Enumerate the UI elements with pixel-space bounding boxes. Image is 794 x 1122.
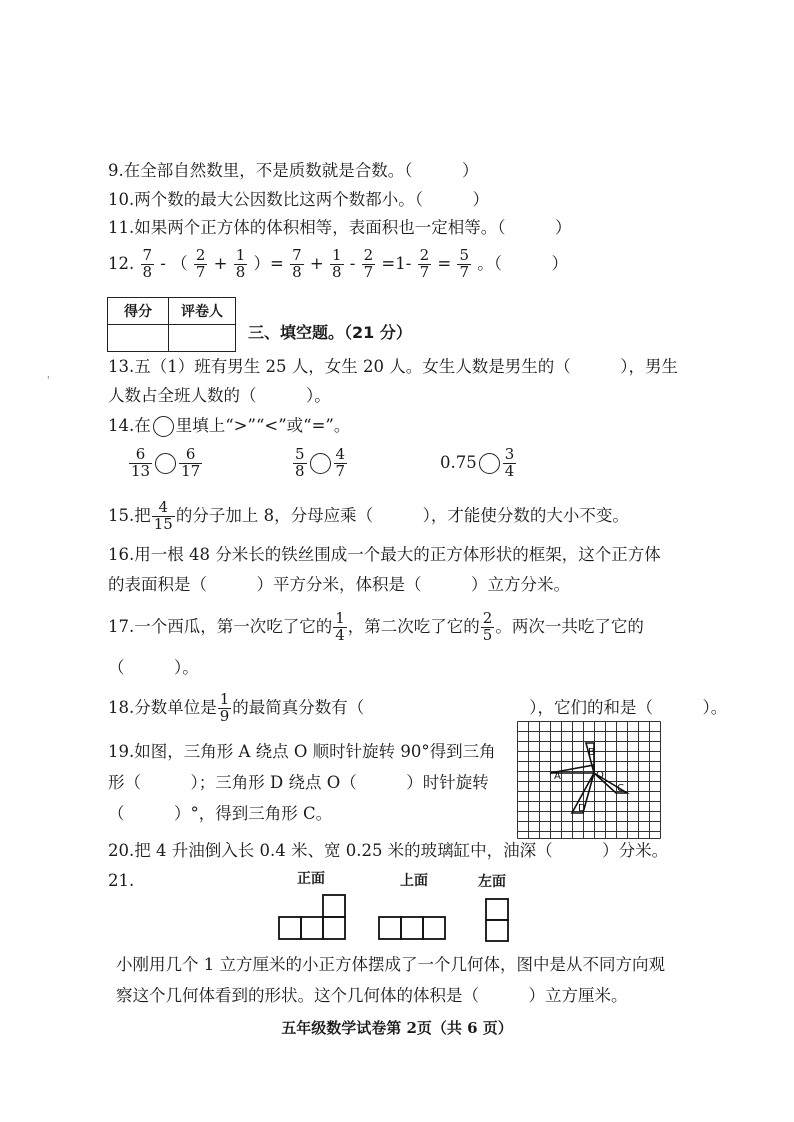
question-17: 17.一个西瓜，第一次吃了它的 $\frac{1}{4}$ ，第二次吃了它的 $\frac{2}{5}$ 。两次一共吃了它的 [108,609,644,644]
fraction: $\frac{1}{8}$ [235,246,246,281]
question-13-line-2: 人数占全班人数的（ ）。 [108,386,331,405]
fraction: $\frac{7}{8}$ [142,246,153,281]
question-13-line-1: 13.五（1）班有男生 25 人，女生 20 人。女生人数是男生的（ ），男生 [108,357,678,376]
fraction: $\frac{6}{13}$ [131,445,151,480]
fraction: $\frac{2}{7}$ [195,246,206,281]
circle-icon [479,453,500,474]
grader-cell [169,325,236,352]
page-footer: 五年级数学试卷第 2页（共 6 页） [281,1019,513,1037]
score-header: 得分 [108,298,169,325]
fraction: $\frac{5}{8}$ [295,445,305,480]
question-9: 9.在全部自然数里，不是质数就是合数。（ ） [108,161,479,180]
question-18: 18.分数单位是 $\frac{1}{9}$ 的最简真分数有（ ），它们的和是（ ）。 [108,690,728,725]
stray-mark: ' [47,376,50,386]
left-view-label: 左面 [478,874,506,890]
question-10: 10.两个数的最大公因数比这两个数都小。（ ） [108,190,489,209]
question-15: 15.把 $\frac{4}{15}$ 的分子加上 8，分母应乘（ ），才能使分数的大小不变。 [108,498,629,533]
question-16-line-2: 的表面积是（ ）平方分米，体积是（ ）立方分米。 [108,575,570,594]
question-12: 12. $\frac{7}{8}$ - （ $\frac{2}{7}$ + $\frac{1}{8}$ ）= $\frac{7}{8}$ + $\frac{1}{8}$ - $\frac{2}{7}$ =1- $\frac{2}{7}$ = $\frac{5}{7}$ 。（ ） [108,246,568,281]
fraction: $\frac{6}{17}$ [181,445,201,480]
front-view-figure [278,893,348,941]
top-view-figure [378,915,448,941]
circle-icon [155,453,176,474]
question-19-line-2: 形（ ）；三角形 D 绕点 O（ ）时针旋转 [108,773,489,792]
fraction: $\frac{5}{7}$ [459,246,469,281]
question-21-line-1: 小刚用几个 1 立方厘米的小正方体摆成了一个几何体，图中是从不同方向观 [116,955,665,974]
fraction: $\frac{4}{15}$ [153,498,173,533]
fraction: $\frac{2}{7}$ [419,246,430,281]
fraction: $\frac{1}{9}$ [219,690,230,725]
score-table [107,297,236,352]
question-14: 14.在 里填上“>”“<”或“=”。 [108,416,351,435]
left-view-figure [484,897,510,943]
question-14-item-1 [128,447,203,480]
circle-icon [310,453,331,474]
question-17-line-2: （ ）。 [108,658,199,677]
fraction: $\frac{2}{7}$ [363,246,374,281]
fraction: $\frac{7}{8}$ [292,246,302,281]
top-view-label: 上面 [400,873,428,889]
question-19-line-1: 19.如图，三角形 A 绕点 O 顺时针旋转 90°得到三角 [108,742,496,761]
question-16-line-1: 16.用一根 48 分米长的铁丝围成一个最大的正方体形状的框架，这个正方体 [108,545,661,564]
grid-lines [518,722,661,839]
fraction: $\frac{3}{4}$ [504,445,515,480]
question-21-line-2: 察这个几何体看到的形状。这个几何体的体积是（ ）立方厘米。 [116,986,628,1005]
label-a: A [554,771,561,782]
label-c: C [617,783,624,794]
question-21-number: 21. [108,871,135,890]
question-20: 20.把 4 升油倒入长 0.4 米、宽 0.25 米的玻璃缸中，油深（ ）分米。 [108,841,669,860]
question-11: 11.如果两个正方体的体积相等，表面积也一定相等。（ ） [108,218,572,237]
label-d: D [578,803,586,814]
circle-icon [153,416,174,437]
section-title: 三、填空题。（21 分） [248,323,412,342]
question-14-item-3: 0.75 $\frac{3}{4}$ [440,445,515,480]
score-cell [108,325,169,352]
fraction: $\frac{1}{4}$ [335,609,345,644]
front-view-label: 正面 [297,871,325,887]
question-19-line-3: （ ）°，得到三角形 C。 [108,804,333,823]
grader-header: 评卷人 [169,298,236,325]
question-14-item-2 [292,447,348,480]
label-o: O [596,770,604,781]
fraction: $\frac{1}{8}$ [332,246,342,281]
label-b: B [588,747,595,758]
rotation-grid-figure [517,721,663,839]
fraction: $\frac{4}{7}$ [335,445,346,480]
fraction: $\frac{2}{5}$ [482,609,493,644]
